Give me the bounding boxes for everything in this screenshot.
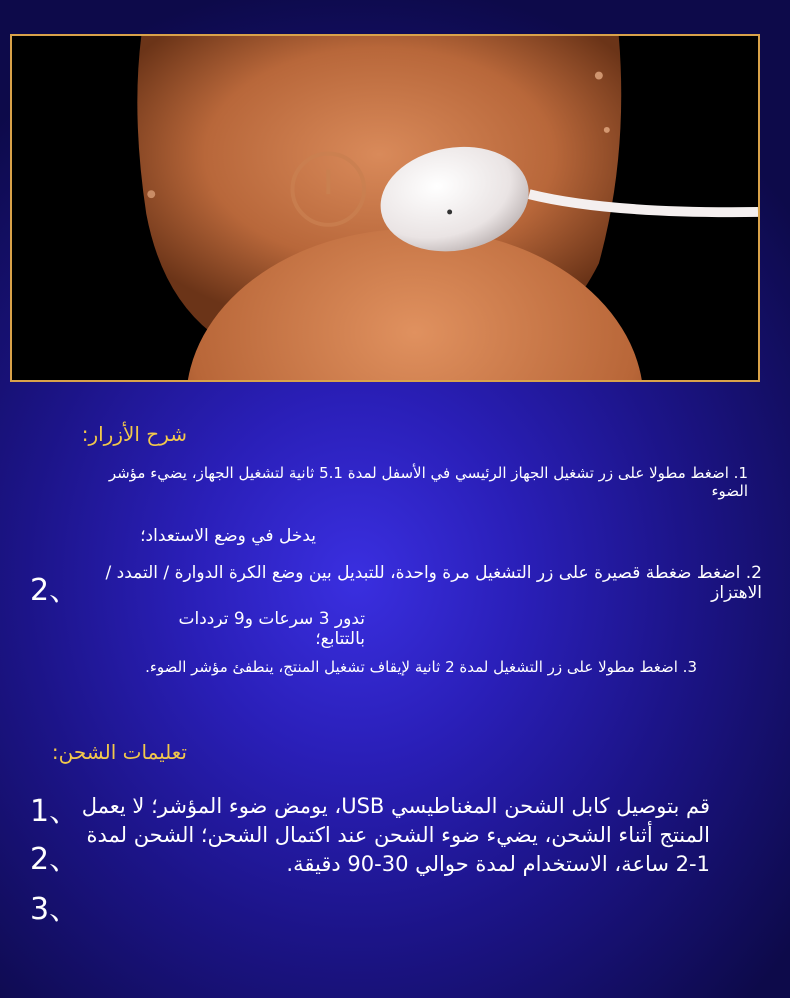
button-step-3: 3. اضغط مطولا على زر التشغيل لمدة 2 ثانية لإيقاف تشغيل المنتج، ينطفئ مؤشر الضوء. (145, 658, 697, 676)
charging-number-1: 1、 (30, 794, 80, 829)
charging-cable-image (12, 36, 758, 380)
button-step-1-continued: يدخل في وضع الاستعداد؛ (140, 526, 316, 546)
charging-heading: تعليمات الشحن: (51, 740, 187, 764)
buttons-heading: شرح الأزرار: (81, 422, 187, 446)
product-photo (10, 34, 760, 382)
side-number-2: 2、 (30, 573, 80, 608)
button-step-1: 1. اضغط مطولا على زر تشغيل الجهاز الرئيسي في الأسفل لمدة 5.1 ثانية لتشغيل الجهاز، يضيء مؤشر الضوء (108, 464, 748, 500)
button-step-2-continued: تدور 3 سرعات و9 ترددات بالتتابع؛ (178, 609, 365, 649)
charging-instructions: قم بتوصيل كابل الشحن المغناطيسي USB، يومض ضوء المؤشر؛ لا يعمل المنتج أثناء الشحن، يضيء ضوء الشحن عند اكتمال الشحن؛ الشحن لمدة 1-2 ساعة، الاستخدام لمدة حوالي 30-90 دقيقة. (81, 794, 710, 876)
charging-number-3: 3、 (30, 892, 80, 927)
charging-number-2: 2、 (30, 842, 80, 877)
button-step-2: 2. اضغط ضغطة قصيرة على زر التشغيل مرة واحدة، للتبديل بين وضع الكرة الدوارة / التمدد / الاهتزاز (105, 563, 762, 603)
